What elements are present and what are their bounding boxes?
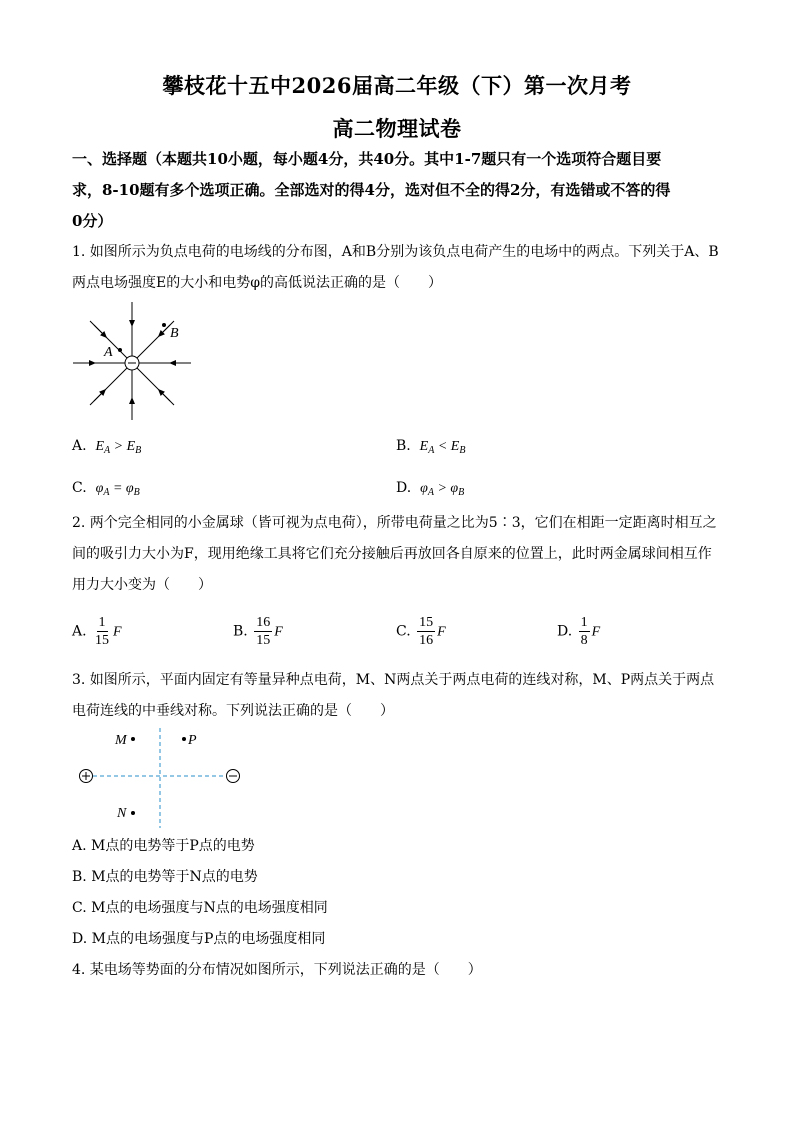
q2-option-c[interactable]: C. $\frac{15}{16}$ F [396,615,446,648]
point-p-dot [182,737,186,741]
q1-option-d[interactable]: D. $\varphi_A > \varphi_B$ [396,480,465,498]
section-instructions: 一、选择题（本题共10小题，每小题4分，共40分。其中1-7题只有一个选项符合题目要 求，8-10题有多个选项正确。全部选对的得4分，选对但不全的得2分，有选错或不答的得 0分） [72,150,671,230]
label-m: M [115,733,127,748]
q3-option-a[interactable]: A. M点的电势等于P点的电势 [72,838,255,854]
q3-option-d[interactable]: D. M点的电场强度与P点的电场强度相同 [72,931,326,947]
fraction: $\frac{1}{15}$ [95,615,110,648]
point-a-dot [118,348,122,352]
positive-charge-icon [80,770,93,783]
q3-option-c[interactable]: C. M点的电场强度与N点的电场强度相同 [72,900,328,916]
exam-title: 攀枝花十五中2026届高二年级（下）第一次月考 [162,73,632,98]
negative-charge-icon [227,770,240,783]
fraction: $\frac{1}{8}$ [580,615,588,648]
point-n-dot [131,811,135,815]
q1-field-line-figure [68,300,198,422]
q2-option-b[interactable]: B. $\frac{16}{15}$ F [233,615,283,648]
exam-subtitle: 高二物理试卷 [332,116,462,141]
label-b: B [170,326,179,341]
q2-option-a[interactable]: A. $\frac{1}{15}$ F [72,615,122,648]
point-b-dot [162,323,166,327]
point-m-dot [131,737,135,741]
question-4-stem: 4. 某电场等势面的分布情况如图所示，下列说法正确的是（ ） [72,962,482,978]
fraction: $\frac{15}{16}$ [419,615,434,648]
q3-option-b[interactable]: B. M点的电势等于N点的电势 [72,869,258,885]
fraction: $\frac{16}{15}$ [256,615,271,648]
q3-dipole-figure [72,726,252,830]
label-p: P [188,733,197,748]
label-a: A [104,345,113,360]
question-3-stem: 3. 如图所示，平面内固定有等量异种点电荷，M、N两点关于两点电荷的连线对称，M、P两点关于两点 电荷连线的中垂线对称。下列说法正确的是（ ） [72,672,715,719]
question-2-stem: 2. 两个完全相同的小金属球（皆可视为点电荷），所带电荷量之比为5∶3，它们在相距一定距离时相互之 间的吸引力大小为F，现用绝缘工具将它们充分接触后再放回各自原来的位置上，此时两金属球间相互作 用力大小变为（ ） [72,515,717,593]
q1-option-a[interactable]: A. $E_A > E_B$ [72,438,142,456]
q1-option-b[interactable]: B. $E_A < E_B$ [396,438,466,456]
label-n: N [117,806,127,821]
q2-option-d[interactable]: D. $\frac{1}{8}$ F [557,615,601,648]
q1-option-c[interactable]: C. $\varphi_A = \varphi_B$ [72,480,140,498]
question-1-stem: 1. 如图所示为负点电荷的电场线的分布图，A和B分别为该负点电荷产生的电场中的两点。下列关于A、B 两点电场强度E的大小和电势φ的高低说法正确的是（ ） [72,244,719,291]
